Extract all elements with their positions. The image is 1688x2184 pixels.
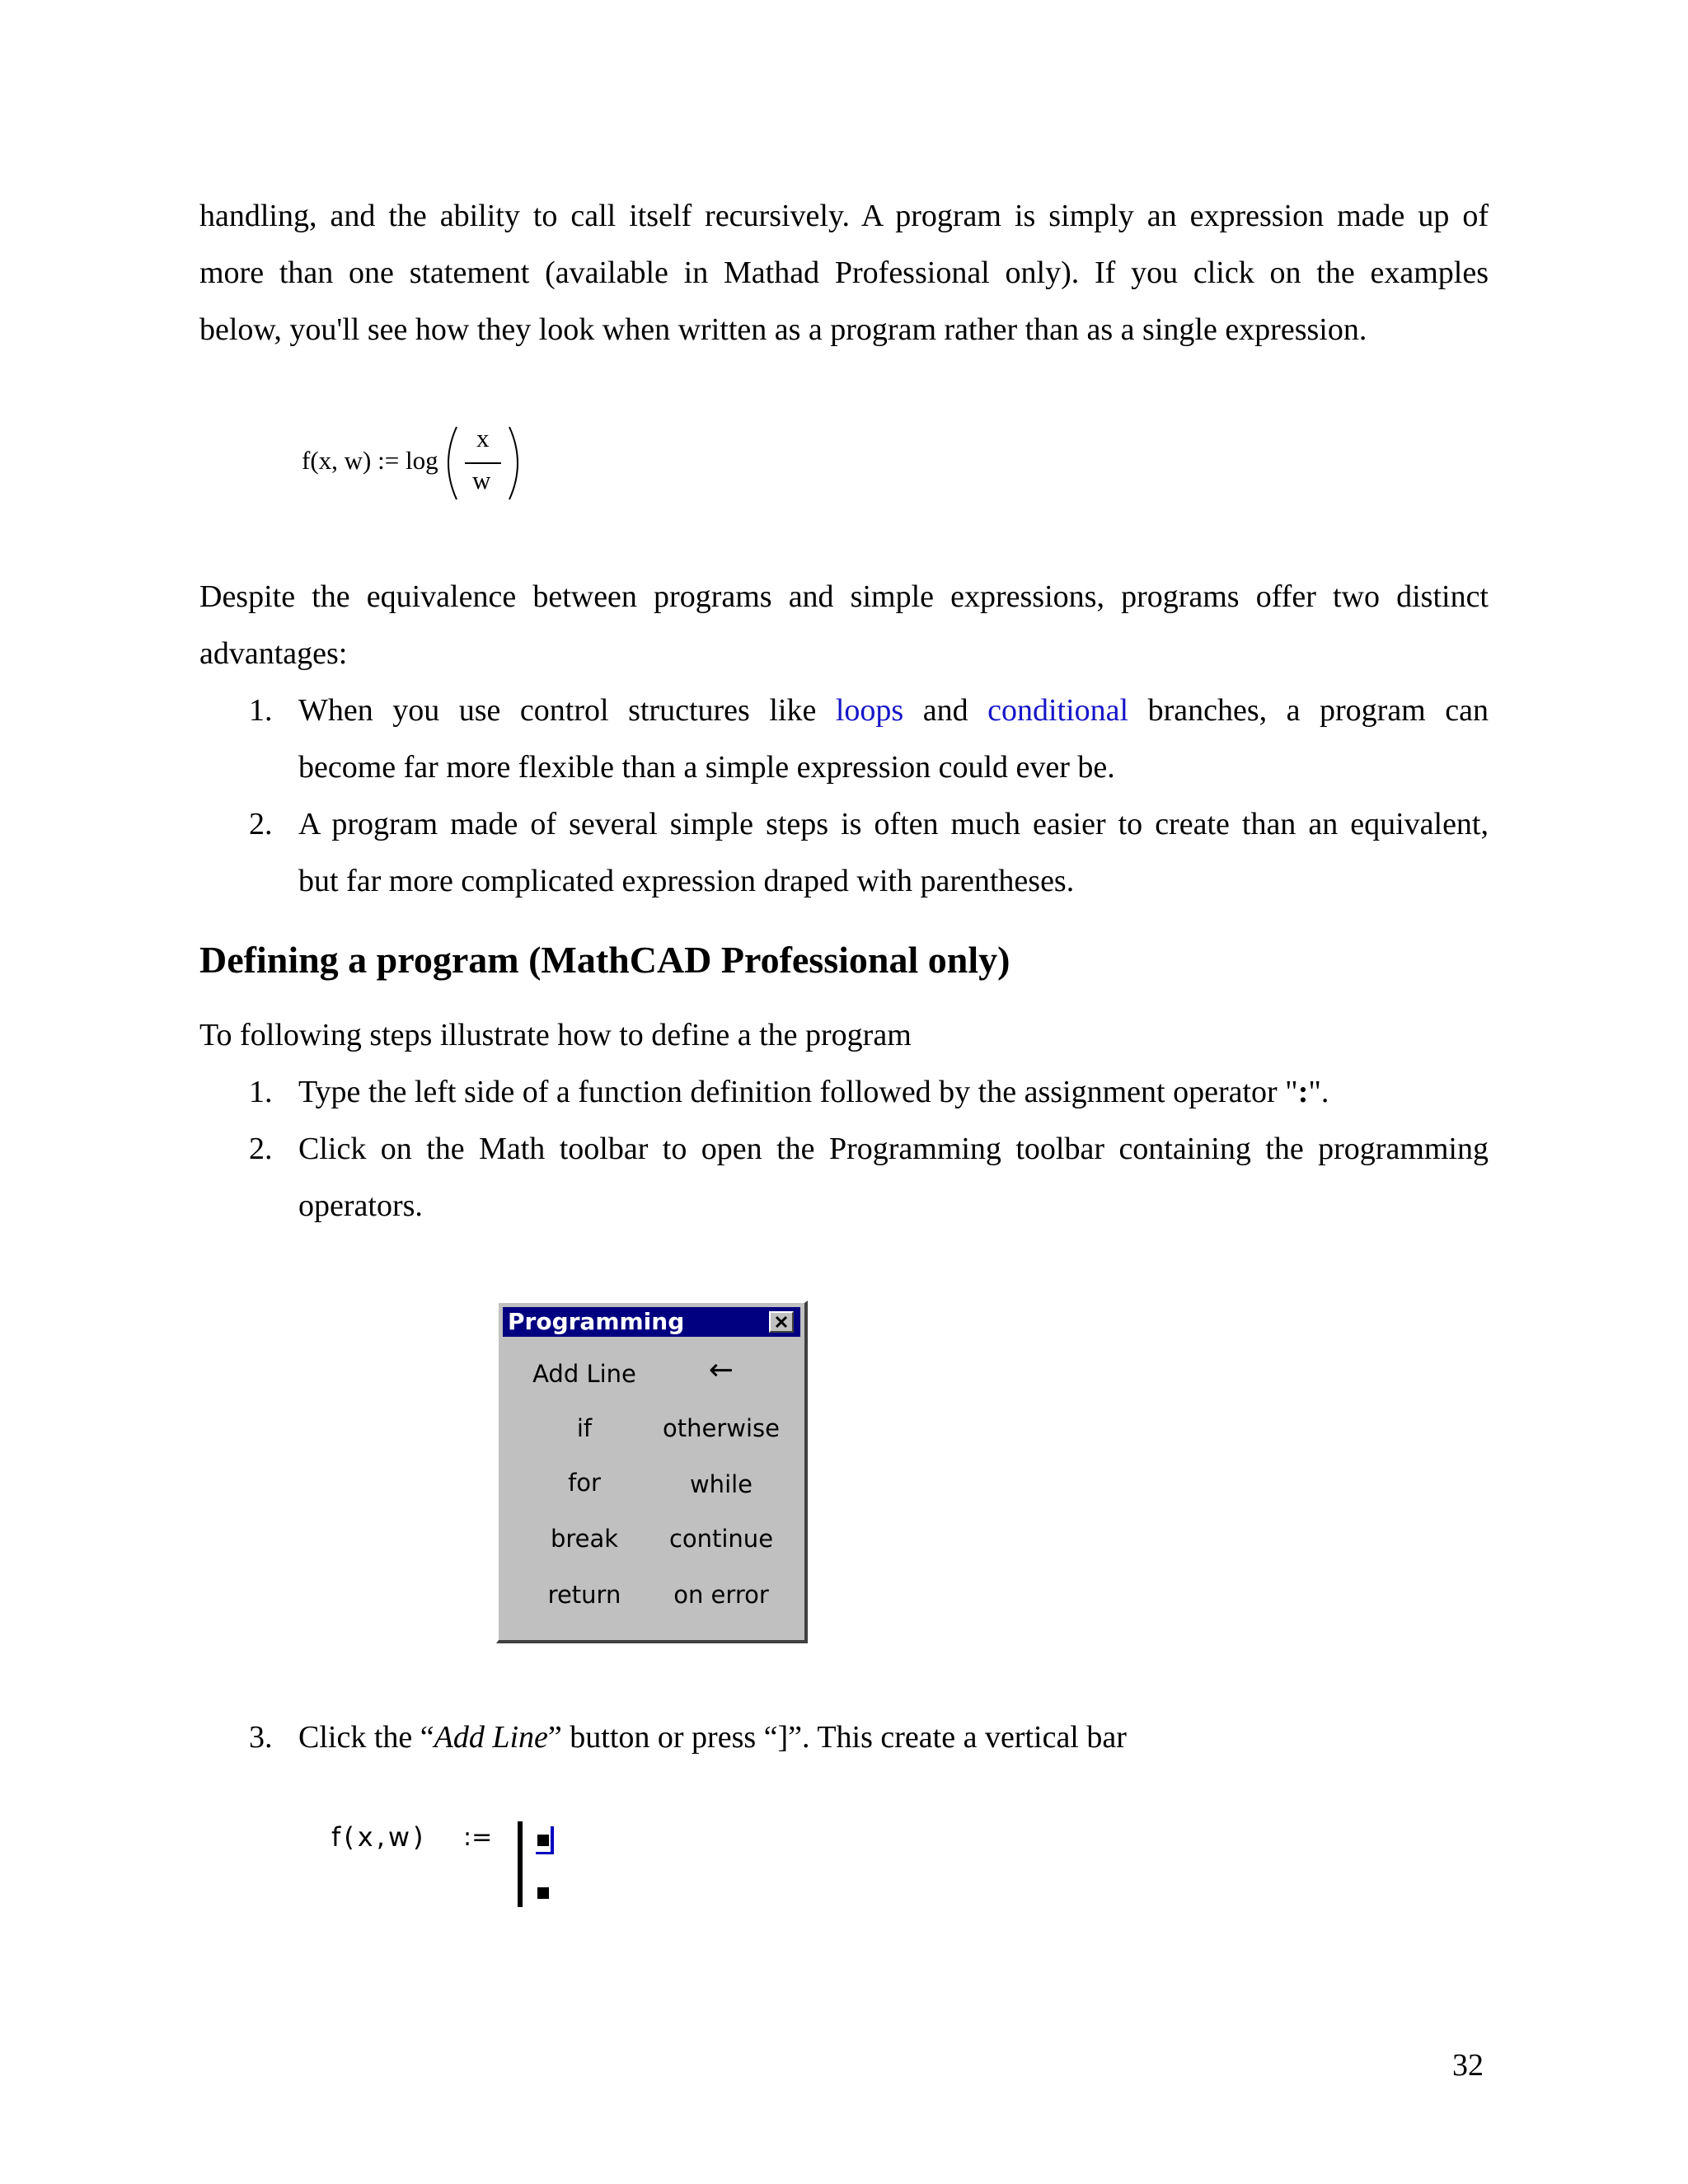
list-line: operators. [298, 1188, 423, 1223]
despite-paragraph [199, 569, 1489, 682]
while-button[interactable]: while [689, 1470, 753, 1498]
add-line-button[interactable]: Add Line [532, 1360, 636, 1388]
list-line: Type the left side of a function definition followed by the assignment operator ":". [298, 1075, 1329, 1109]
program-assign: := [463, 1823, 493, 1852]
list-line: Click on the Math toolbar to open the Programming toolbar containing the programming [298, 1132, 1489, 1166]
toolbar-title: Programming [508, 1308, 685, 1335]
list-line: become far more flexible than a simple expression could ever be. [298, 750, 1115, 785]
page-number: 32 [1452, 2048, 1484, 2083]
continue-button[interactable]: continue [668, 1525, 774, 1553]
close-button[interactable] [769, 1311, 794, 1333]
on-error-button[interactable]: on error [673, 1581, 769, 1609]
break-button[interactable]: break [550, 1525, 619, 1553]
section-heading: Defining a program (MathCAD Professional only) [199, 939, 1010, 981]
toolbar-titlebar[interactable] [503, 1307, 800, 1337]
formula-numerator: x [476, 424, 490, 452]
assignment-operator: : [1297, 1075, 1309, 1109]
edit-cursor [551, 1826, 554, 1853]
list-number: 2. [249, 1132, 273, 1166]
intro-line: more than one statement (available in Mathad Professional only). If you click on the examples [199, 255, 1489, 290]
placeholder-1[interactable] [537, 1835, 549, 1846]
if-button[interactable]: if [576, 1414, 593, 1442]
return-button[interactable]: return [547, 1581, 621, 1609]
close-icon [771, 1313, 792, 1331]
conditional-link[interactable]: conditional [987, 693, 1129, 728]
formula-denominator: w [472, 466, 491, 494]
formula-lhs: f(x, w) := log [302, 446, 438, 475]
list-line: When you use control structures like loops and conditional branches, a program can [298, 693, 1489, 728]
list-line: A program made of several simple steps is often much easier to create than an equivalent, [298, 807, 1489, 841]
add-line-emphasis: Add Line [434, 1720, 548, 1755]
intro-line: below, you'll see how they look when written as a program rather than as a single expression. [199, 312, 1367, 347]
programming-toolbar [496, 1301, 808, 1643]
loops-link[interactable]: loops [835, 693, 904, 728]
intro-paragraph [199, 188, 1489, 359]
program-lhs: f(x,w) [331, 1821, 427, 1853]
for-button[interactable]: for [568, 1469, 601, 1497]
local-assign-button[interactable]: ← [708, 1353, 734, 1387]
intro-line: handling, and the ability to call itself recursively. A program is simply an expression made up of [199, 199, 1489, 233]
list-number: 2. [249, 807, 273, 841]
placeholder-2[interactable] [537, 1887, 549, 1899]
edit-underline [536, 1852, 554, 1854]
list-number: 1. [249, 1075, 273, 1109]
list-number: 3. [249, 1720, 273, 1755]
list-line: but far more complicated expression draped with parentheses. [298, 864, 1075, 898]
otherwise-button[interactable]: otherwise [663, 1414, 780, 1442]
list-line: Click the “Add Line” button or press “]”. This create a vertical bar [298, 1720, 1127, 1755]
despite-line: advantages: [199, 636, 348, 671]
steps-intro: To following steps illustrate how to define a the program [199, 1018, 912, 1052]
despite-line: Despite the equivalence between programs and simple expressions, programs offer two distinct [199, 579, 1489, 614]
list-number: 1. [249, 693, 273, 728]
program-vertical-bar [518, 1821, 523, 1907]
